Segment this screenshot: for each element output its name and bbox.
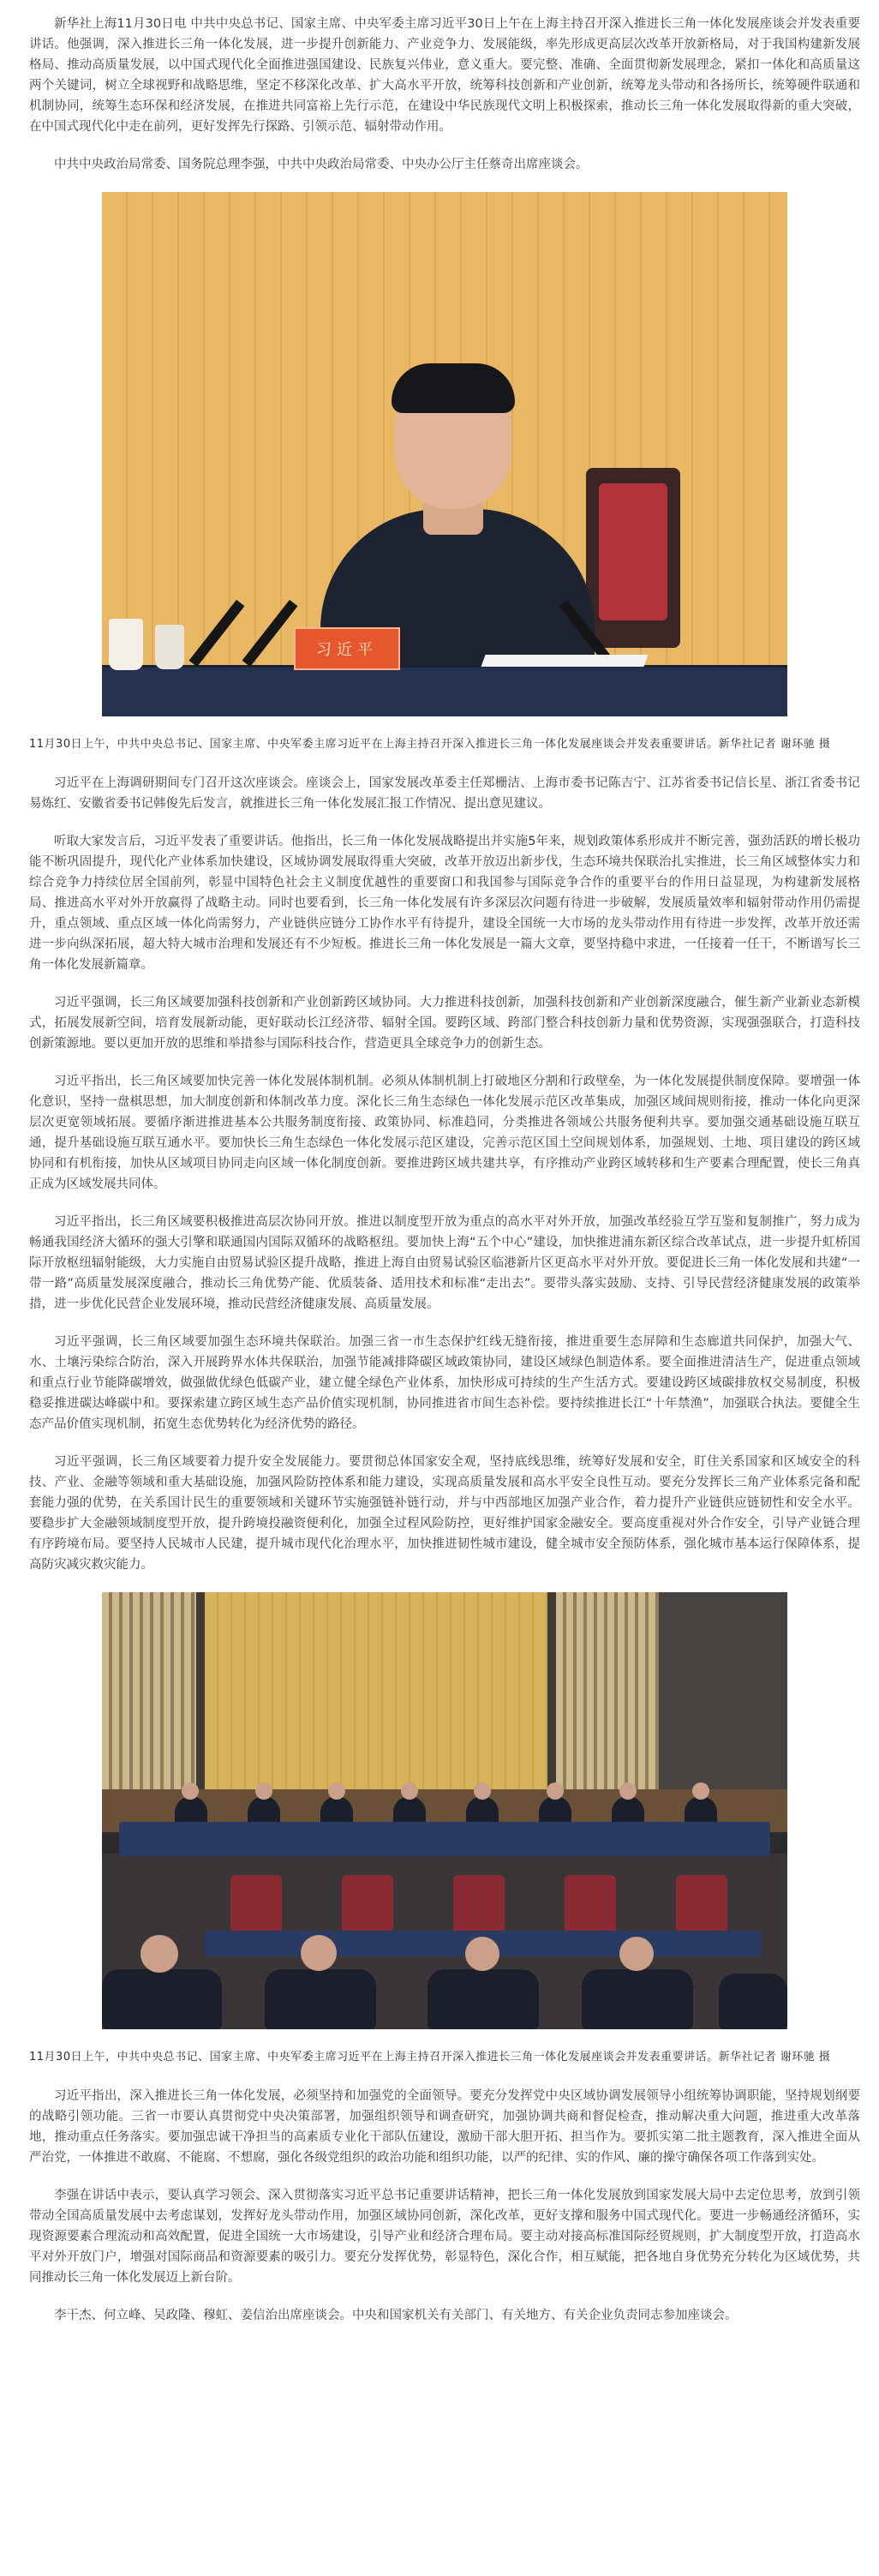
- tea-cup-lid: [155, 625, 184, 669]
- article-paragraph: 新华社上海11月30日电 中共中央总书记、国家主席、中央军委主席习近平30日上午在上海主持召开深入推进长三角一体化发展座谈会并发表重要讲话。他强调，深入推进长三角一体化发展，进一步提升创新能力、产业竞争力、发展能级，率先形成更高层次改革开放新格局，对于我国构建新发展格局、推动高质量发展，以中国式现代化全面推进强国建设、民族复兴伟业，意义重大。要完整、准确、全面贯彻新发展理念，紧扣一体化和高质量这两个关键词，树立全球视野和战略思维，坚定不移深化改革、扩大高水平开放，统筹科技创新和产业创新，统筹龙头带动和各扬所长，统筹硬件联通和机制协同，统筹生态环保和经济发展，在推进共同富裕上先行示范，在建设中华民族现代文明上积极探索，推动长三角一体化发展取得新的重大突破，在中国式现代化中走在前列，更好发挥先行探路、引领示范、辐射带动作用。: [29, 17, 860, 134]
- attendee-head: [465, 1937, 499, 1971]
- documents-on-table: [481, 655, 648, 667]
- nameplate: 习近平: [294, 627, 400, 670]
- article-paragraph: 习近平强调，长三角区域要加强科技创新和产业创新跨区域协同。大力推进科技创新，加强科技创新和产业创新深度融合，催生新产业新业态新模式，拓展发展新空间，培育发展新动能，更好联动长江经济带、辐射全国。要跨区域、跨部门整合科技创新力量和优势资源，实现强强联合，打造科技创新策源地。要以更加开放的思维和举措参与国际科技合作，营造更具全球竞争力的创新生态。: [29, 996, 860, 1051]
- attendee-head: [255, 1782, 272, 1800]
- chair-cushion: [599, 483, 667, 620]
- attendee-head: [619, 1782, 637, 1800]
- attendee-head: [182, 1782, 199, 1800]
- article-paragraph: 习近平在上海调研期间专门召开这次座谈会。座谈会上，国家发展改革委主任郑栅洁、上海市委书记陈吉宁、江苏省委书记信长星、浙江省委书记易炼红、安徽省委书记韩俊先后发言，就推进长三角一体化发展汇报工作情况、提出意见建议。: [29, 776, 860, 811]
- head-table: [119, 1822, 770, 1856]
- meeting-chair: [565, 1875, 616, 1935]
- meeting-chair: [230, 1875, 282, 1935]
- attendee-head: [401, 1782, 418, 1800]
- meeting-room-photo: [102, 1592, 787, 2029]
- tea-cup: [109, 619, 143, 670]
- speaker-hair: [392, 363, 515, 413]
- attendee-head: [692, 1782, 709, 1800]
- conference-table: [102, 668, 787, 716]
- article-paragraph: 习近平强调，长三角区域要加强生态环境共保联治。加强三省一市生态保护红线无缝衔接，推进重要生态屏障和生态廊道共同保护，加强大气、水、土壤污染综合防治，深入开展跨界水体共保联治，加强节能减排降碳区域政策协同，建设区域绿色制造体系。要全面推进清洁生产，促进重点领域和重点行业节能降碳增效，做强做优绿色低碳产业，建立健全绿色产业体系，加快形成可持续的生产生活方式。要建设跨区域碳排放权交易制度，积极稳妥推进碳达峰碳中和。要探索建立跨区域生态产品价值实现机制，协同推进省市间生态补偿。要持续推进长江“十年禁渔”，加强联合执法。要健全生态产品价值实现机制，拓宽生态优势转化为经济优势的路径。: [29, 1335, 860, 1431]
- meeting-portrait-photo: [102, 192, 787, 716]
- article-paragraph: 习近平指出，长三角区域要积极推进高层次协同开放。推进以制度型开放为重点的高水平对外开放，加强改革经验互学互鉴和复制推广，努力成为畅通我国经济大循环的强大引擎和联通国内国际双循环的战略枢纽。要加快上海“五个中心”建设，加快推进浦东新区综合改革试点，进一步提升虹桥国际开放枢纽辐射能级，大力实施自由贸易试验区提升战略，推进上海自由贸易试验区临港新片区更高水平对外开放。要促进长三角一体化发展和共建“一带一路”高质量发展深度融合，推动长三角优势产能、优质装备、适用技术和标准“走出去”。要带头落实鼓励、支持、引导民营经济健康发展的政策举措，进一步优化民营企业发展环境，推动民营经济健康发展、高质量发展。: [29, 1215, 860, 1311]
- article-paragraph: 习近平指出，深入推进长三角一体化发展，必须坚持和加强党的全面领导。要充分发挥党中央区域协调发展领导小组统筹协调职能，坚持规划纲要的战略引领功能。三省一市要认真贯彻党中央决策部署，加强组织领导和调查研究，加强协调共商和督促检查，推动解决重大问题，推进重大改革落地，推动重点任务落实。要加强忠诚干净担当的高素质专业化干部队伍建设，激励干部大胆开拓、担当作为。要抓实第二批主题教育，深入推进全面从严治党，一体推进不敢腐、不能腐、不想腐，强化各级党组织的政治功能和组织功能，以严的纪律、实的作风、廉的操守确保各项工作落到实处。: [29, 2089, 860, 2165]
- article-paragraph: 听取大家发言后，习近平发表了重要讲话。他指出，长三角一体化发展战略提出并实施5年来，规划政策体系形成并不断完善，强劲活跃的增长极功能不断巩固提升，现代化产业体系加快建设，区域协调发展取得重大突破，改革开放迈出新步伐，生态环境共保联治扎实推进，长三角区域整体实力和综合竞争力持续位居全国前列，彰显中国特色社会主义制度优越性的重要窗口和我国参与国际竞争合作的重要平台的作用日益显现，为构建新发展格局、推进高水平对外开放赢得了战略主动。同时也要看到，长三角一体化发展有许多深层次问题有待进一步破解，发展质量效率和辐射带动作用仍需提升，重点领域、重点区域一体化尚需努力，产业链供应链分工协作水平有待提升，建设全国统一大市场的龙头带动作用有待进一步发挥，改革开放还需进一步向纵深拓展，超大特大城市治理和发展还有不少短板。推进长三角一体化发展是一篇大文章，要坚持稳中求进，一任接着一任干，不断谱写长三角一体化发展新篇章。: [29, 835, 860, 972]
- attendee-head: [301, 1935, 337, 1971]
- attendee-figure: [102, 1969, 222, 2029]
- attendee-head: [474, 1782, 491, 1800]
- meeting-chair: [342, 1875, 393, 1935]
- article-paragraph: 李干杰、何立峰、吴政隆、穆虹、姜信治出席座谈会。中央和国家机关有关部门、有关地方、有关企业负责同志参加座谈会。: [54, 2309, 738, 2322]
- attendee-head: [141, 1935, 178, 1973]
- attendee-head: [328, 1782, 345, 1800]
- stage-curtain: [205, 1592, 547, 1789]
- attendee-head: [619, 1937, 654, 1971]
- attendee-figure: [582, 1969, 693, 2029]
- article-paragraph: 习近平强调，长三角区域要着力提升安全发展能力。要贯彻总体国家安全观，坚持底线思维，统筹好发展和安全，盯住关系国家和区域安全的科技、产业、金融等领域和重大基础设施，加强风险防控体系和能力建设，实现高质量发展和高水平安全良性互动。要充分发挥长三角产业体系完备和配套能力强的优势，在关系国计民生的重要领域和关键环节实施强链补链行动，并与中西部地区加强产业合作，着力提升产业链供应链韧性和安全水平。要稳步扩大金融领域制度型开放，提升跨境投融资便利化，加强全过程风险防控，更好维护国家金融安全。要高度重视对外合作安全，引导产业链合理有序跨境布局。要坚持人民城市人民建，提升城市现代化治理水平，加快推进韧性城市建设，健全城市安全预防体系，强化城市基本运行保障体系，提高防灾减灾救灾能力。: [29, 1455, 860, 1572]
- attendee-head: [547, 1782, 564, 1800]
- meeting-chair: [676, 1875, 727, 1935]
- attendee-figure: [428, 1969, 539, 2029]
- attendee-figure: [265, 1969, 376, 2029]
- photo-caption: 11月30日上午，中共中央总书记、国家主席、中央军委主席习近平在上海主持召开深入推进长三角一体化发展座谈会并发表重要讲话。新华社记者 谢环驰 摄: [29, 738, 831, 751]
- attendee-figure: [719, 1974, 787, 2029]
- article-paragraph: 中共中央政治局常委、国务院总理李强，中共中央政治局常委、中央办公厅主任蔡奇出席座谈会。: [54, 158, 589, 171]
- side-wall: [659, 1592, 787, 1815]
- meeting-chair: [453, 1875, 505, 1935]
- article-paragraph: 习近平指出，长三角区域要加快完善一体化发展体制机制。必须从体制机制上打破地区分割和行政壁垒，为一体化发展提供制度保障。要增强一体化意识，坚持一盘棋思想，加大制度创新和体制改革力度。深化长三角生态绿色一体化发展示范区改革集成，加强区域间规则衔接，推动一体化向更深层次更宽领域拓展。要循序渐进推进基本公共服务制度衔接、政策协同、标准趋同，分类推进各领域公共服务便利共享。要加强交通基础设施互联互通，提升基础设施互联互通水平。要加快长三角生态绿色一体化发展示范区建设，完善示范区国土空间规划体系，加强规划、土地、项目建设的跨区域协同和有机衔接，加快从区域项目协同走向区域一体化制度创新。要推进跨区域共建共享，有序推动产业跨区域转移和生产要素合理配置，使长三角真正成为区域发展共同体。: [29, 1075, 860, 1191]
- photo-caption: 11月30日上午，中共中央总书记、国家主席、中央军委主席习近平在上海主持召开深入推进长三角一体化发展座谈会并发表重要讲话。新华社记者 谢环驰 摄: [29, 2051, 831, 2064]
- article-paragraph: 李强在讲话中表示，要认真学习领会、深入贯彻落实习近平总书记重要讲话精神，把长三角一体化发展放到国家发展大局中去定位思考，放到引领带动全国高质量发展中去考虑谋划，发挥好龙头带动作用，加强区域协同创新，深化改革，更好支撑和服务中国式现代化。要进一步畅通经济循环，实现资源要素合理流动和高效配置，促进全国统一大市场建设，引导产业和经济合理布局。要主动对接高标准国际经贸规则，扩大制度型开放，打造高水平对外开放门户，增强对国际商品和资源要素的吸引力。要充分发挥优势，彰显特色，深化合作，相互赋能，把各地自身优势充分转化为区域优势，共同推动长三角一体化发展迈上新台阶。: [29, 2189, 860, 2285]
